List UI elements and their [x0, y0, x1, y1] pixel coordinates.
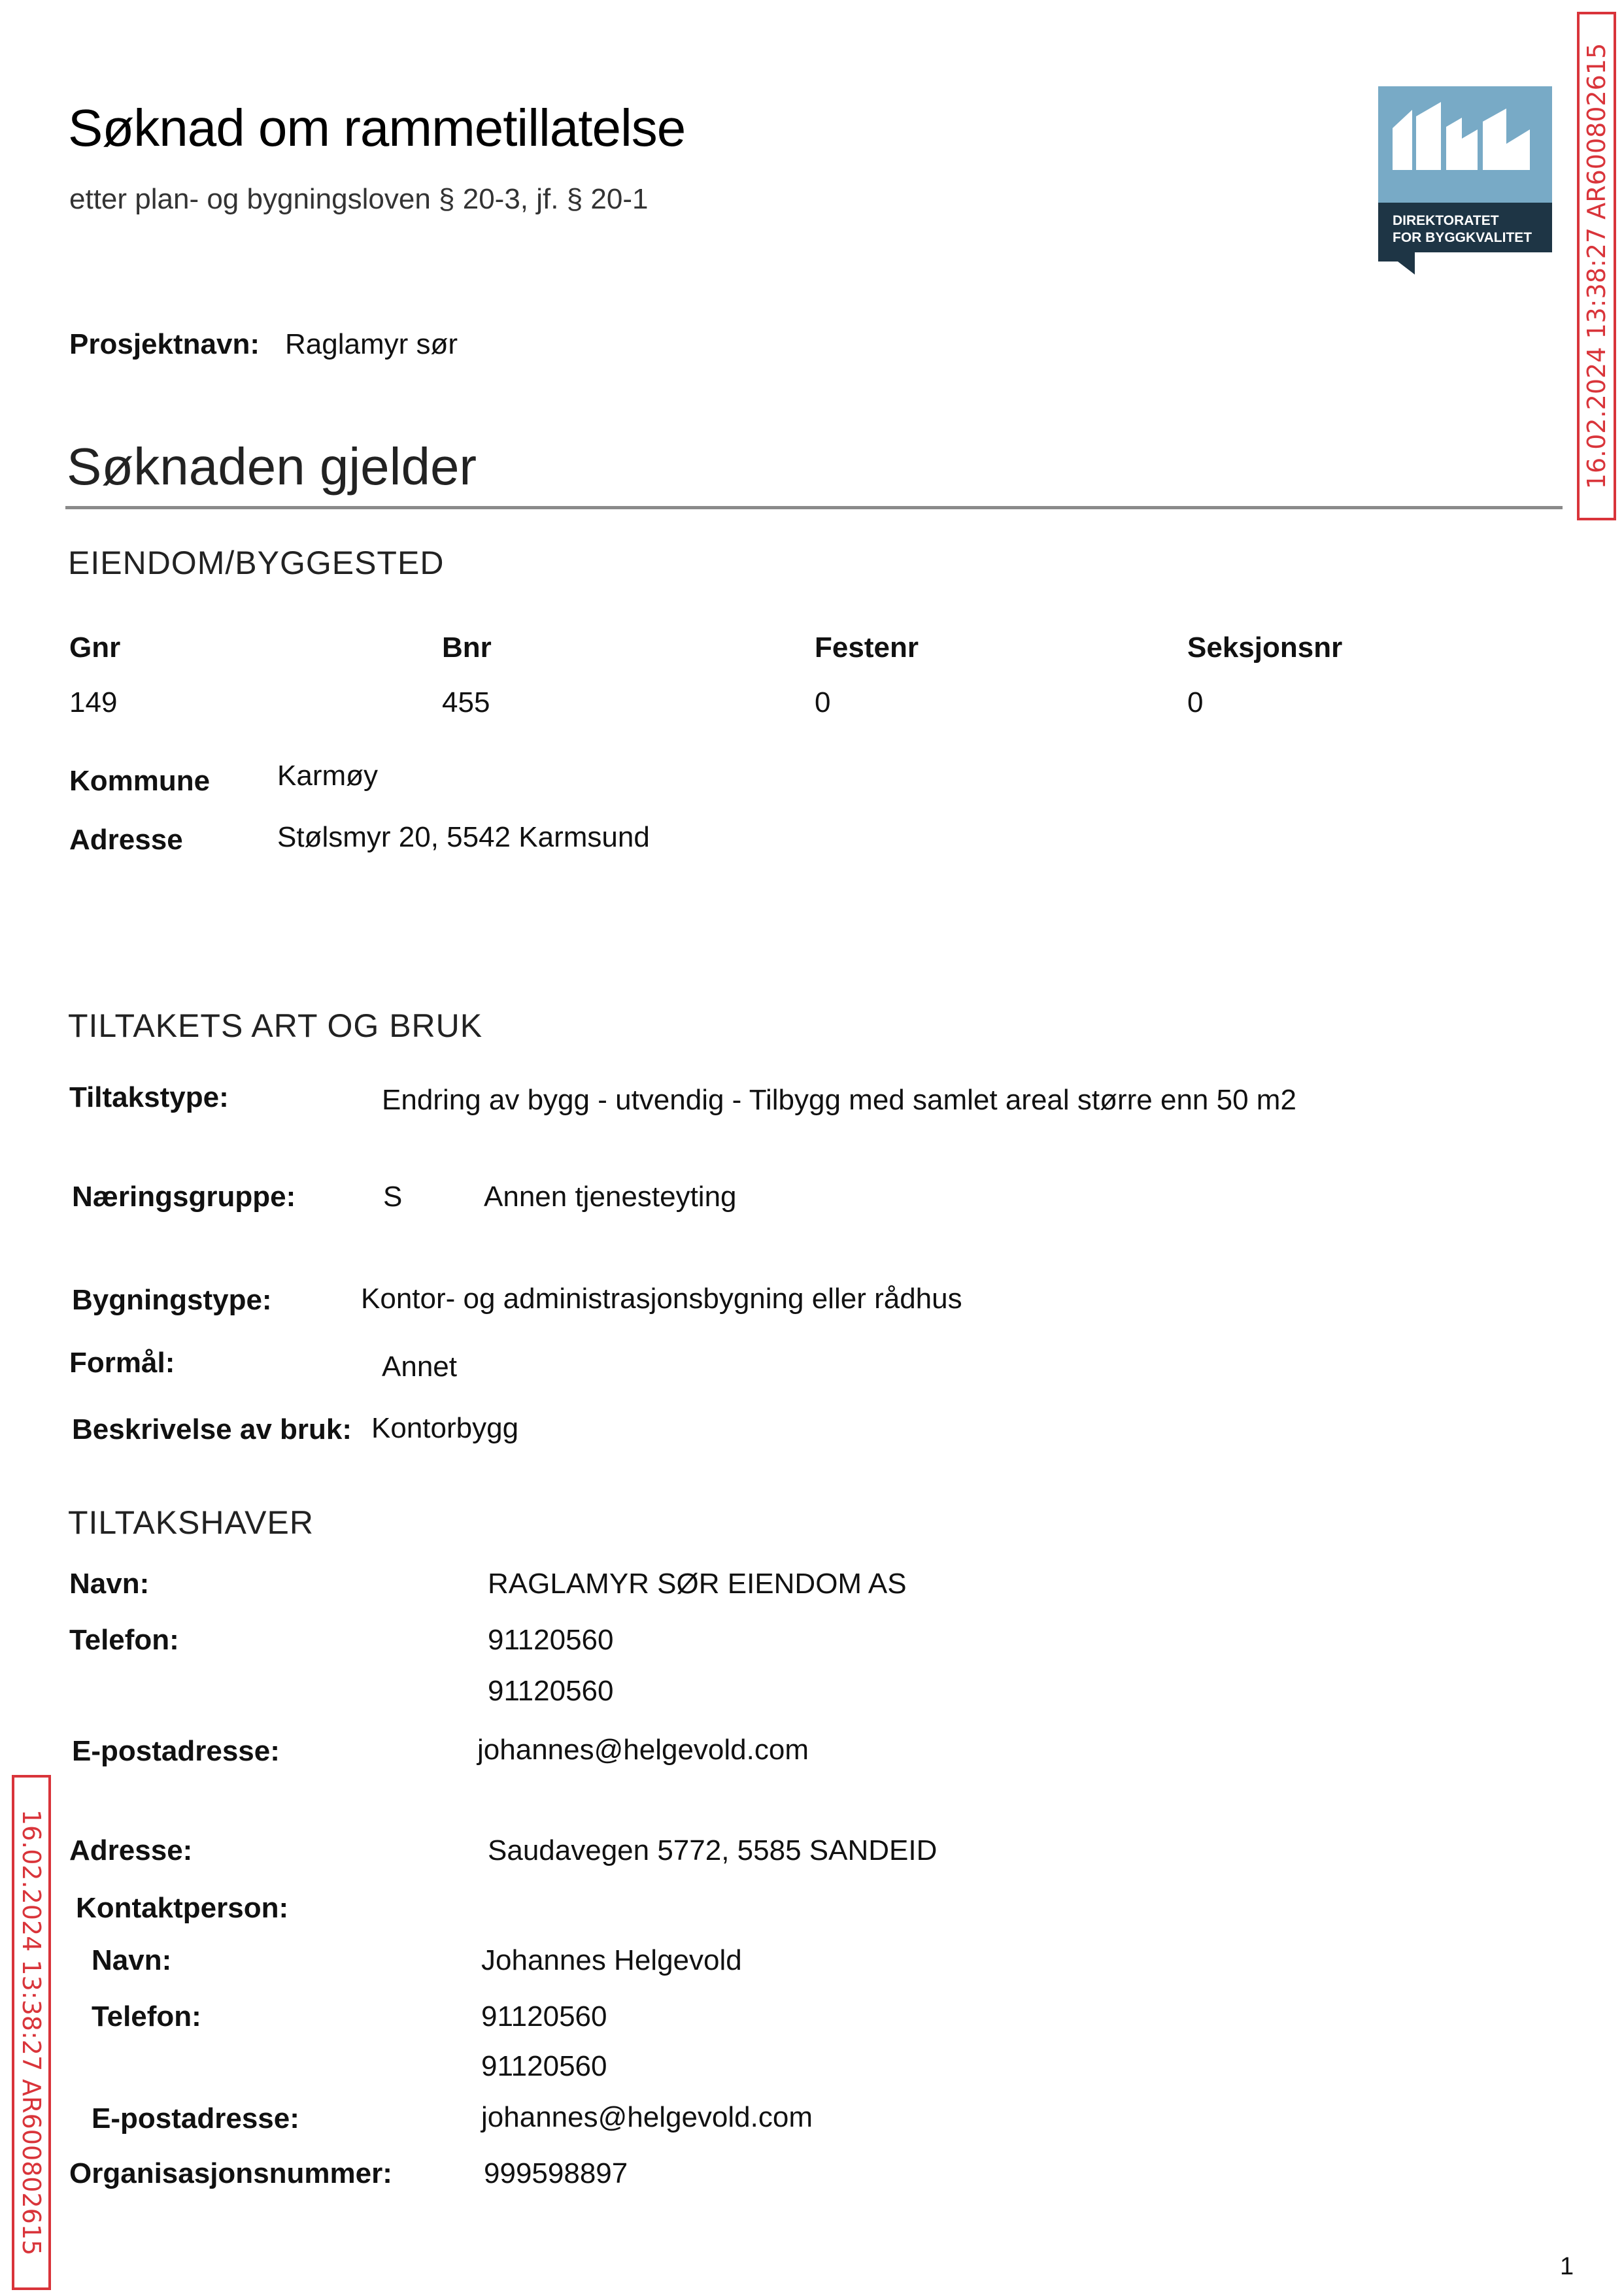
bruk-label: Beskrivelse av bruk:: [72, 1413, 352, 1445]
owner-adresse-label: Adresse:: [69, 1834, 193, 1866]
tiltakstype-label: Tiltakstype:: [69, 1081, 229, 1113]
kontakt-telefon-value-1: 91120560: [481, 2000, 607, 2033]
kontakt-telefon-label: Telefon:: [92, 2000, 201, 2033]
orgnr-label: Organisasjonsnummer:: [69, 2157, 392, 2189]
kontakt-telefon-value-2: 91120560: [481, 2050, 607, 2082]
document-subtitle: etter plan- og bygningsloven § 20-3, jf. § 20-1: [69, 183, 649, 215]
festenr-label: Festenr: [815, 632, 919, 664]
bygningstype-value: Kontor- og administrasjonsbygning eller rådhus: [361, 1283, 962, 1315]
festenr-value: 0: [815, 686, 831, 718]
owner-navn-value: RAGLAMYR SØR EIENDOM AS: [488, 1568, 907, 1600]
owner-telefon-label: Telefon:: [69, 1624, 179, 1656]
owner-navn-label: Navn:: [69, 1568, 150, 1600]
svg-text:DIREKTORATET: DIREKTORATET: [1393, 213, 1499, 228]
page-number: 1: [1560, 2253, 1574, 2280]
bnr-value: 455: [442, 686, 490, 718]
section-divider: [65, 506, 1563, 509]
tiltakstype-value: Endring av bygg - utvendig - Tilbygg med samlet areal større enn 50 m2: [382, 1084, 1296, 1116]
owner-epost-label: E-postadresse:: [72, 1735, 280, 1767]
kontakt-epost-label: E-postadresse:: [92, 2102, 299, 2134]
measure-heading: TILTAKETS ART OG BRUK: [68, 1007, 483, 1044]
formaal-value: Annet: [382, 1351, 457, 1383]
stamp-text: 16.02.2024 13:38:27 AR600802615: [17, 1809, 46, 2256]
property-heading: EIENDOM/BYGGESTED: [68, 545, 445, 581]
svg-text:FOR BYGGKVALITET: FOR BYGGKVALITET: [1393, 230, 1532, 245]
kommune-value: Karmøy: [277, 760, 378, 792]
adresse-value: Stølsmyr 20, 5542 Karmsund: [277, 821, 650, 853]
seksjonsnr-value: 0: [1187, 686, 1204, 718]
owner-telefon-value-1: 91120560: [488, 1624, 614, 1656]
kontakt-epost-value: johannes@helgevold.com: [481, 2101, 813, 2133]
owner-heading: TILTAKSHAVER: [68, 1504, 314, 1541]
timestamp-stamp-right: [1577, 12, 1616, 520]
kontakt-navn-label: Navn:: [92, 1944, 172, 1976]
timestamp-stamp-left: [12, 1775, 51, 2290]
naeringsgruppe-code: S: [383, 1181, 403, 1213]
owner-telefon-value-2: 91120560: [488, 1675, 614, 1707]
gnr-value: 149: [69, 686, 118, 718]
kommune-label: Kommune: [69, 765, 211, 797]
section-title: Søknaden gjelder: [67, 437, 477, 496]
adresse-label: Adresse: [69, 824, 183, 856]
bnr-label: Bnr: [442, 632, 492, 664]
gnr-label: Gnr: [69, 632, 121, 664]
formaal-label: Formål:: [69, 1347, 175, 1379]
building-logo-icon: [1378, 86, 1552, 275]
dibk-logo: [1378, 86, 1552, 275]
document-title: Søknad om rammetillatelse: [68, 99, 686, 157]
kontaktperson-label: Kontaktperson:: [76, 1892, 289, 1924]
naeringsgruppe-label: Næringsgruppe:: [72, 1181, 296, 1213]
project-label: Prosjektnavn:: [69, 328, 260, 360]
bygningstype-label: Bygningstype:: [72, 1284, 272, 1316]
bruk-value: Kontorbygg: [371, 1412, 519, 1444]
project-value: Raglamyr sør: [285, 328, 458, 360]
owner-epost-value: johannes@helgevold.com: [477, 1734, 809, 1766]
stamp-text: 16.02.2024 13:38:27 AR600802615: [1582, 42, 1612, 490]
owner-adresse-value: Saudavegen 5772, 5585 SANDEID: [488, 1834, 938, 1866]
naeringsgruppe-value: Annen tjenesteyting: [484, 1181, 737, 1213]
kontakt-navn-value: Johannes Helgevold: [481, 1944, 742, 1976]
seksjonsnr-label: Seksjonsnr: [1187, 632, 1343, 664]
orgnr-value: 999598897: [484, 2157, 628, 2189]
